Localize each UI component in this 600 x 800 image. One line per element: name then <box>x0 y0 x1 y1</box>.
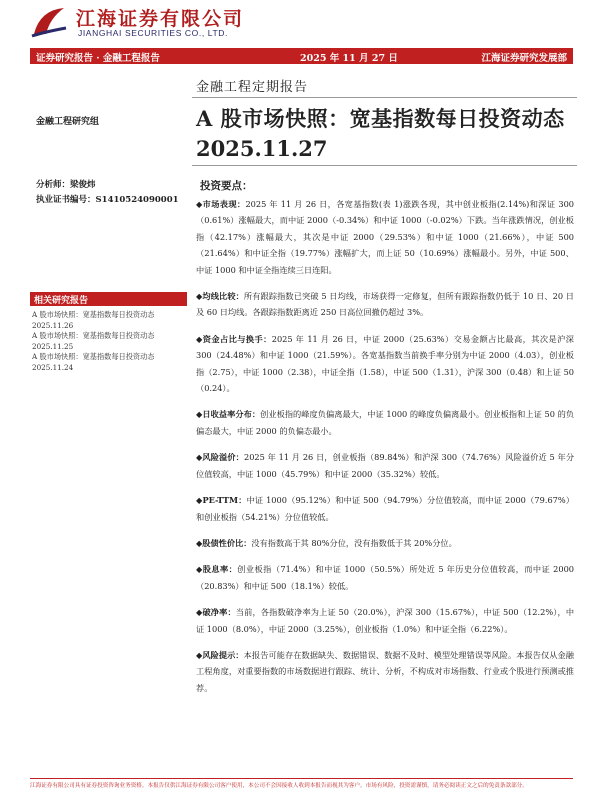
paragraph-label: ◆股息率： <box>196 564 238 575</box>
title-date: 2025.11.27 <box>196 136 328 161</box>
paragraph-label: ◆日收益率分布： <box>196 409 261 420</box>
license-label: 执业证书编号： <box>36 195 96 205</box>
header-bar <box>30 48 573 64</box>
jianghai-logo-icon <box>30 4 68 40</box>
paragraph-text: 2025 年 11 月 26 日，创业板指（89.84%）和沪深 300（74.76%）风险溢价近 5 年分位值较高，中证 1000（45.79%）和中证 2000（35.32%）较低。 <box>196 452 575 479</box>
paragraph-text: 没有指数高于其 80%分位，没有指数低于其 20%分位。 <box>251 537 457 548</box>
disclaimer-footer: 江海证券有限公司具有证券投资咨询业务资格。本报告仅供江海证券有限公司客户使用，本公司不会因接收人收到本报告而视其为客户。市场有风险，投资需谨慎。请务必阅读正文之后的免责条款部分。 <box>30 783 528 789</box>
research-team: 金融工程研究组 <box>36 117 100 127</box>
related-report-link[interactable]: A 股市场快照：宽基指数每日投资动态 2025.11.26 <box>32 310 155 330</box>
paragraph-label: ◆破净率： <box>196 607 236 618</box>
department-name: 江海证券研究发展部 <box>481 53 567 64</box>
license-line <box>36 193 179 205</box>
related-reports-header <box>30 292 187 306</box>
related-report-link[interactable]: A 股市场快照：宽基指数每日投资动态 2025.11.24 <box>32 352 155 372</box>
related-reports-list <box>32 310 187 374</box>
paragraph-label: ◆资金占比与换手： <box>196 333 272 344</box>
paragraph-label: ◆风险溢价： <box>196 452 245 463</box>
report-date-header: 2025 年 11 月 27 日 <box>300 53 398 64</box>
summary-paragraph <box>196 449 574 482</box>
summary-paragraph <box>196 561 574 594</box>
summary-body <box>196 196 574 706</box>
report-type: 金融工程定期报告 <box>196 80 309 95</box>
summary-header: 投资要点： <box>200 180 253 192</box>
analyst-label: 分析师： <box>36 180 71 190</box>
company-name-cn: 江海证券有限公司 <box>76 8 245 30</box>
report-category: 证券研究报告 · 金融工程报告 <box>36 53 160 64</box>
company-name-en: JIANGHAI SECURITIES CO., LTD. <box>78 28 228 38</box>
license-number: S1410524090001 <box>95 195 179 205</box>
paragraph-text: 2025 年 11 月 26 日，中证 2000（25.63%）交易金额占比最高，其次是沪深 300（24.48%）和中证 1000（21.59%）。各宽基指数当前换手率分别为中证 2000（4.03），创业板指（2.75），中证 1000（2.38），中证全指（1.58），中证 500（1.31），沪深 300（0.48）和上证 50（0.24）。 <box>196 333 574 394</box>
summary-paragraph <box>196 196 574 278</box>
analyst-line <box>36 178 96 190</box>
footer-divider <box>30 778 573 779</box>
paragraph-label: ◆股债性价比： <box>196 537 252 548</box>
related-reports-title: 相关研究报告 <box>34 296 89 306</box>
summary-paragraph <box>196 331 574 397</box>
summary-paragraph <box>196 288 574 321</box>
summary-paragraph <box>196 647 574 696</box>
paragraph-text: 创业板指（71.4%）和中证 1000（50.5%）所处近 5 年历史分位值较高，而中证 2000（20.83%）和中证 500（18.1%）较低。 <box>196 564 574 591</box>
related-report-link[interactable]: A 股市场快照：宽基指数每日投资动态 2025.11.25 <box>32 331 155 351</box>
paragraph-text: 创业板指的峰度负偏离最大，中证 1000 的峰度负偏离最小。创业板指和上证 50 的负偏态最大，中证 2000 的负偏态最小。 <box>196 409 575 436</box>
paragraph-label: ◆风险提示： <box>196 649 244 660</box>
page-title: A 股市场快照：宽基指数每日投资动态 <box>196 106 565 131</box>
divider <box>192 97 577 98</box>
paragraph-text: 2025 年 11 月 26 日，各宽基指数(表 1)涨跌各现，其中创业板指(2.14%)和深证 300（0.61%）涨幅最大，而中证 2000（-0.34%）和中证 1000（-0.02%）下跌。当年涨跌情况，创业板指（42.17%）涨幅最大，其次是中证 2000（29.53%）和中证 1000（21.66%），中证 500（21.64%）和中证全指（19.77%）涨幅扩大，而上证 50（10.69%）涨幅最小。另外，中证 500、中证 1000 和中证全指连续三日连阳。 <box>196 199 575 275</box>
divider <box>192 165 577 166</box>
summary-paragraph <box>196 492 574 525</box>
paragraph-text: 中证 1000（95.12%）和中证 500（94.79%）分位值较高，而中证 2000（79.67%）和创业板指（54.21%）分位值较低。 <box>196 495 575 522</box>
paragraph-text: 所有跟踪指数已突破 5 日均线，市场获得一定修复，但所有跟踪指数仍低于 10 日、20 日及 60 日均线。各跟踪指数距离近 250 日高位回撤仍超过 3%。 <box>196 291 574 318</box>
paragraph-label: ◆市场表现： <box>196 199 246 209</box>
analyst-name: 梁俊炜 <box>70 180 96 190</box>
paragraph-label: ◆均线比较： <box>196 291 244 302</box>
paragraph-text: 本报告可能存在数据缺失、数据错误、数据不及时、模型处理错误等风险。本报告仅从金融工程角度，对重要指数的市场数据进行跟踪、统计、分析，不构成对市场指数、行业或个股进行预测或推荐。 <box>196 649 574 693</box>
summary-paragraph <box>196 406 574 439</box>
paragraph-text: 当前，各指数破净率为上证 50（20.0%），沪深 300（15.67%），中证 500（12.2%），中证 1000（8.0%），中证 2000（3.25%），创业板指（1.0%）和中证全指（6.22%）。 <box>196 607 575 634</box>
summary-paragraph <box>196 604 574 637</box>
paragraph-label: ◆PE-TTM： <box>196 495 247 506</box>
summary-paragraph <box>196 535 574 551</box>
company-logo <box>30 2 255 42</box>
